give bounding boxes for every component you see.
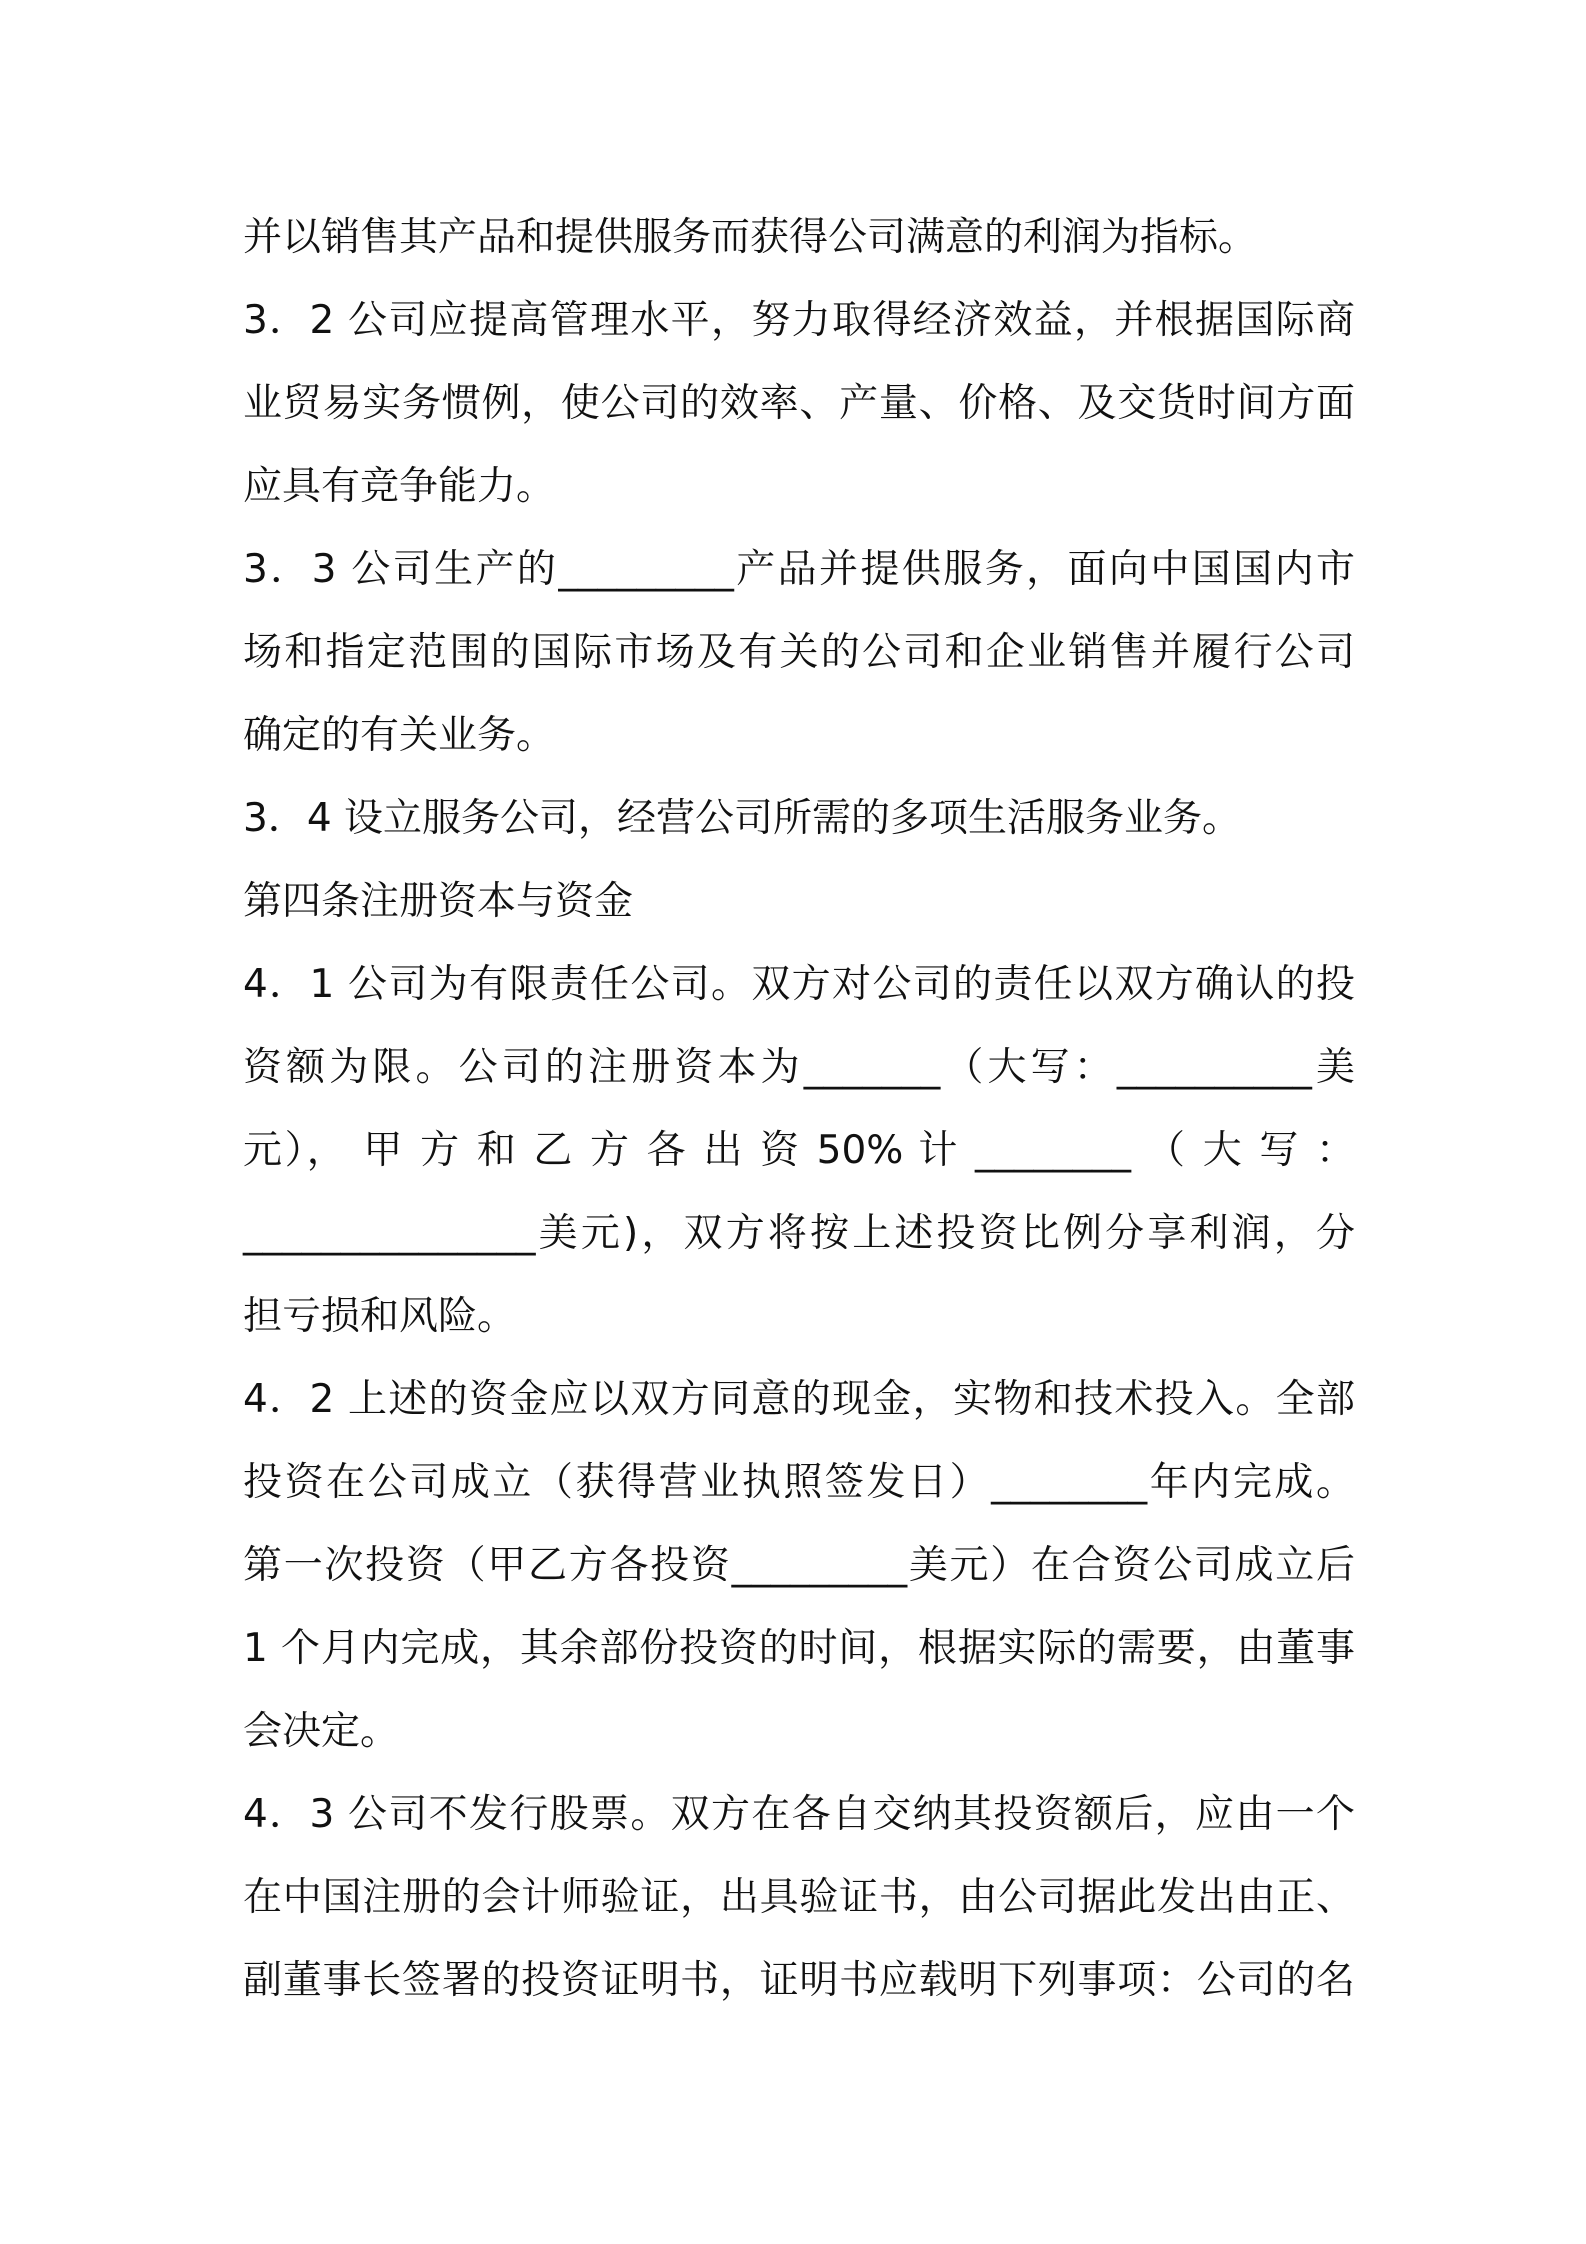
text-line: 第一次投资（甲乙方各投资_________美元）在合资公司成立后 [243, 1543, 1355, 1588]
text-line: 4．2 上述的资金应以双方同意的现金，实物和技术投入。全部 [243, 1377, 1355, 1422]
text-line: 副董事长签署的投资证明书，证明书应载明下列事项：公司的名 [243, 1958, 1355, 2003]
section-heading: 第四条注册资本与资金 [243, 879, 634, 924]
text-line: 确定的有关业务。 [243, 713, 556, 758]
text-line: 3．4 设立服务公司，经营公司所需的多项生活服务业务。 [243, 796, 1242, 841]
text-line: 场和指定范围的国际市场及有关的公司和企业销售并履行公司 [243, 630, 1355, 675]
text-line: 会决定。 [243, 1709, 400, 1754]
text-line: 在中国注册的会计师验证，出具验证书，由公司据此发出由正、 [243, 1875, 1355, 1920]
text-line: 元）， 甲 方 和 乙 方 各 出 资 50% 计 ________ （ 大 写 ： [243, 1128, 1355, 1173]
text-line: 4．1 公司为有限责任公司。双方对公司的责任以双方确认的投 [243, 962, 1355, 1007]
text-line: 担亏损和风险。 [243, 1294, 517, 1339]
text-line: 资额为限。公司的注册资本为_______（大写：__________美 [243, 1045, 1355, 1090]
text-line: 并以销售其产品和提供服务而获得公司满意的利润为指标。 [243, 215, 1258, 260]
text-line: 3．3 公司生产的_________产品并提供服务，面向中国国内市 [243, 547, 1355, 592]
text-line: 3．2 公司应提高管理水平，努力取得经济效益，并根据国际商 [243, 298, 1355, 343]
text-line: 1 个月内完成，其余部份投资的时间，根据实际的需要，由董事 [243, 1626, 1355, 1671]
text-line: 4．3 公司不发行股票。双方在各自交纳其投资额后，应由一个 [243, 1792, 1355, 1837]
text-line: 应具有竞争能力。 [243, 464, 556, 509]
text-line: 投资在公司成立（获得营业执照签发日）________年内完成。 [243, 1460, 1355, 1505]
document-body [243, 196, 1355, 2022]
text-line: _______________美元)，双方将按上述投资比例分享利润，分 [243, 1211, 1355, 1256]
text-line: 业贸易实务惯例，使公司的效率、产量、价格、及交货时间方面 [243, 381, 1355, 426]
